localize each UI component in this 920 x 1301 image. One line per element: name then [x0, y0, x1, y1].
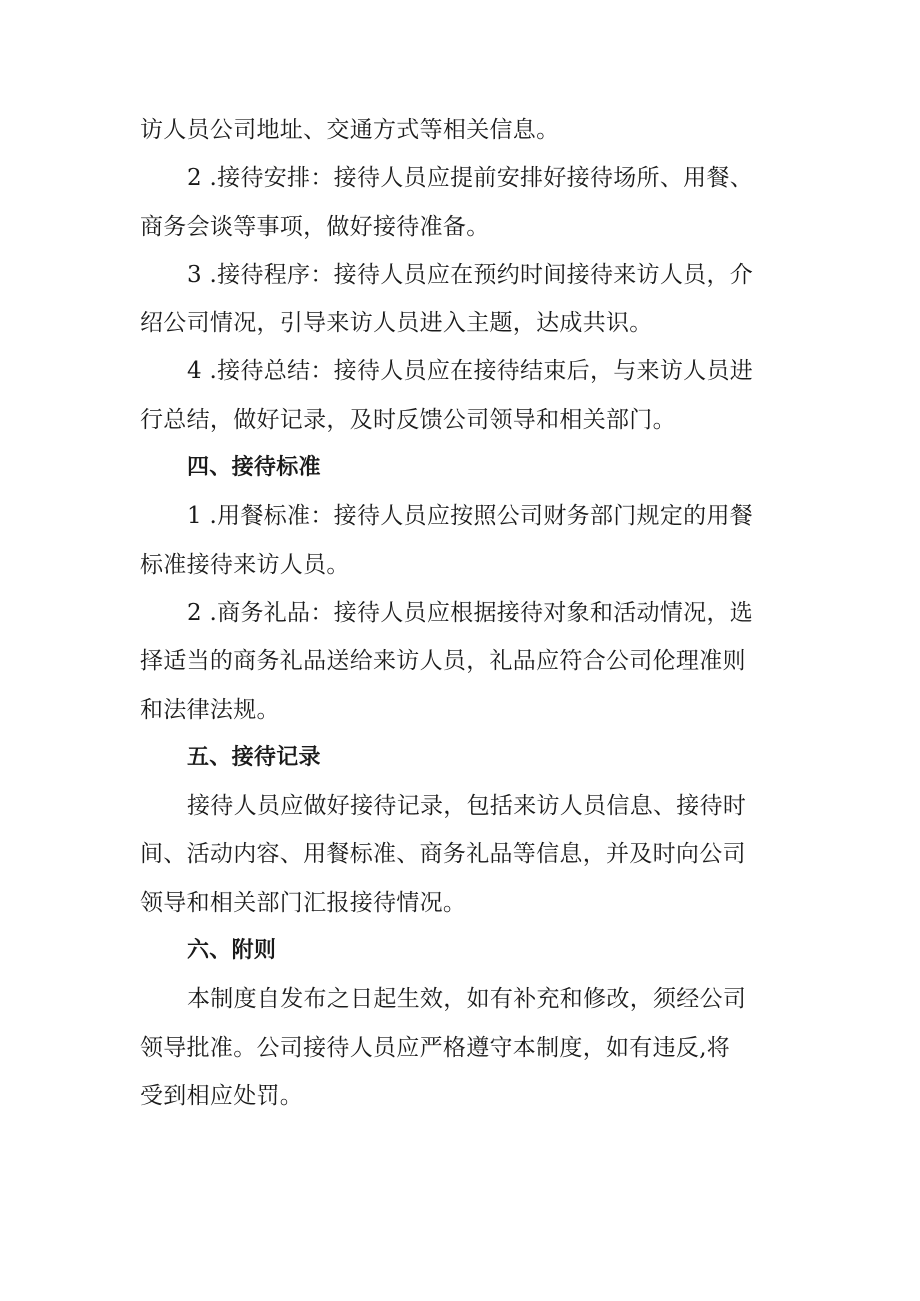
- paragraph-line: 接待人员应做好接待记录，包括来访人员信息、接待时: [187, 793, 747, 820]
- list-item-line: 4 .接待总结：接待人员应在接待结束后，与来访人员进: [187, 358, 754, 385]
- paragraph-line: 本制度自发布之日起生效，如有补充和修改，须经公司: [187, 986, 747, 1013]
- list-item-line: 2 .商务礼品：接待人员应根据接待对象和活动情况，选: [187, 599, 754, 626]
- paragraph-line: 受到相应处罚。: [140, 1082, 304, 1109]
- paragraph-line: 领导批准。公司接待人员应严格遵守本制度，如有违反,将: [140, 1034, 731, 1061]
- list-item-line: 2 .接待安排：接待人员应提前安排好接待场所、用餐、: [187, 165, 754, 192]
- paragraph-line: 标准接待来访人员。: [140, 551, 350, 578]
- paragraph-line: 择适当的商务礼品送给来访人员，礼品应符合公司伦理准则: [140, 648, 746, 675]
- section-heading: 四、接待标准: [187, 455, 321, 481]
- paragraph-line: 绍公司情况，引导来访人员进入主题，达成共识。: [140, 310, 653, 337]
- paragraph-line: 商务会谈等事项，做好接待准备。: [140, 213, 490, 240]
- section-heading: 六、附则: [187, 938, 277, 964]
- paragraph-line: 和法律法规。: [140, 696, 280, 723]
- section-heading: 五、接待记录: [187, 744, 321, 770]
- paragraph-line: 间、活动内容、用餐标准、商务礼品等信息，并及时向公司: [140, 841, 746, 868]
- list-item-line: 3 .接待程序：接待人员应在预约时间接待来访人员，介: [187, 261, 754, 288]
- document-body: [140, 106, 792, 1120]
- paragraph-line: 访人员公司地址、交通方式等相关信息。: [140, 117, 560, 143]
- paragraph-line: 行总结，做好记录，及时反馈公司领导和相关部门。: [140, 406, 676, 433]
- list-item-line: 1 .用餐标准：接待人员应按照公司财务部门规定的用餐: [187, 503, 754, 530]
- paragraph-line: 领导和相关部门汇报接待情况。: [140, 889, 467, 916]
